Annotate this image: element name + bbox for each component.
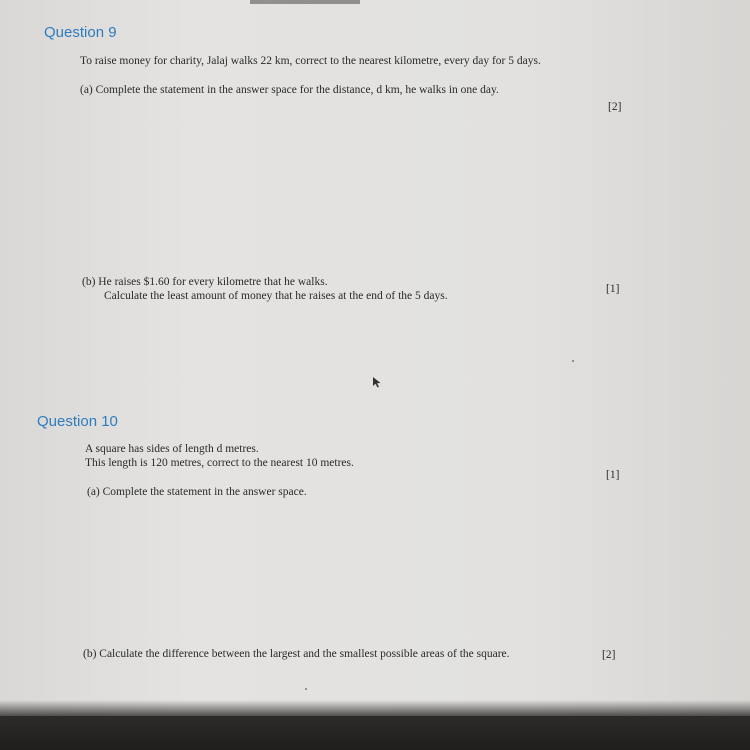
- question-10-part-a: (a) Complete the statement in the answer space.: [87, 486, 307, 498]
- question-9-intro: To raise money for charity, Jalaj walks 22 km, correct to the nearest kilometre, every day for 5 days.: [80, 55, 541, 67]
- paper-speck: [305, 688, 307, 690]
- question-9-heading: Question 9: [44, 24, 117, 41]
- question-10-heading: Question 10: [37, 413, 118, 430]
- paper-speck: [572, 360, 574, 362]
- mouse-pointer-icon: [372, 376, 382, 388]
- question-10-intro-marks: [1]: [606, 469, 620, 481]
- question-9-part-a: (a) Complete the statement in the answer space for the distance, d km, he walks in one day.: [80, 84, 499, 96]
- question-10-part-b-marks: [2]: [602, 649, 616, 661]
- question-10-part-b: (b) Calculate the difference between the largest and the smallest possible areas of the square.: [83, 648, 510, 660]
- question-9-part-b-marks: [1]: [606, 283, 620, 295]
- question-10-intro-line1: A square has sides of length d metres.: [85, 443, 259, 455]
- top-edge-strip: [250, 0, 360, 4]
- photo-bottom-shadow: [0, 700, 750, 750]
- question-9-part-a-marks: [2]: [608, 101, 622, 113]
- question-9-part-b-line1: (b) He raises $1.60 for every kilometre that he walks.: [82, 276, 328, 288]
- question-9-part-b-line2: Calculate the least amount of money that he raises at the end of the 5 days.: [104, 290, 448, 302]
- question-10-intro-line2: This length is 120 metres, correct to the nearest 10 metres.: [85, 457, 354, 469]
